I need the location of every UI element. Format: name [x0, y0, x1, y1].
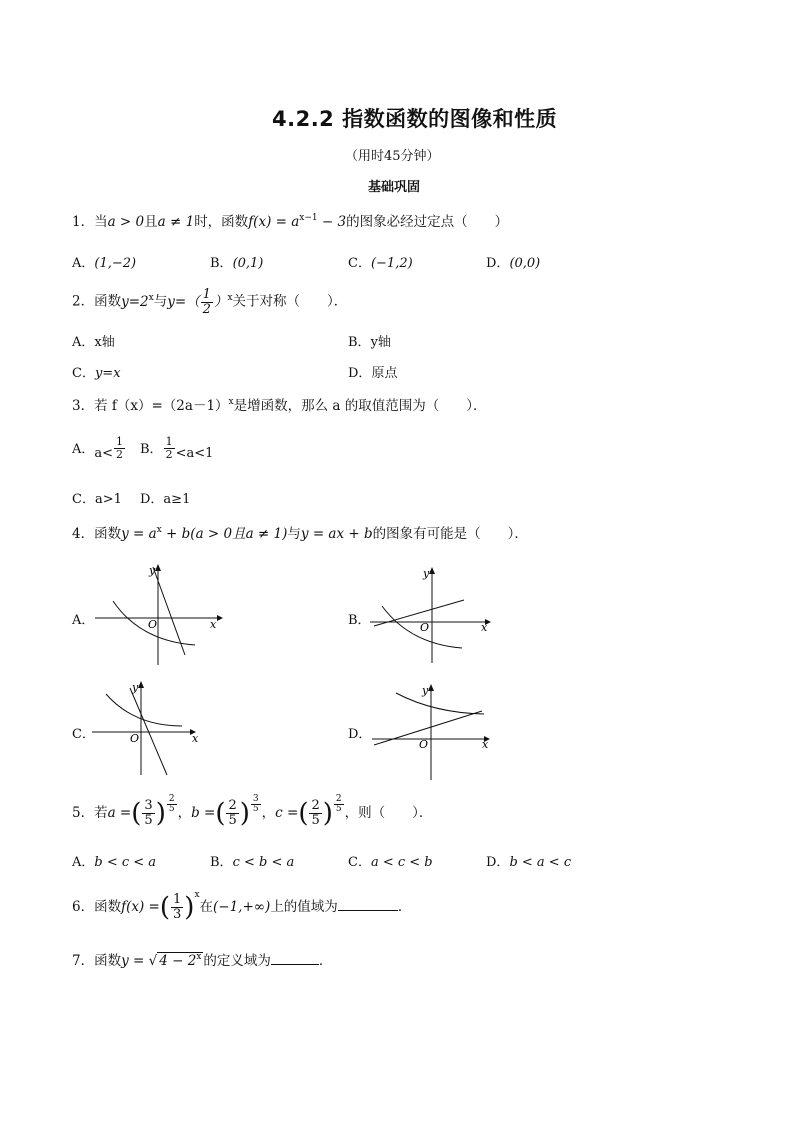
q4-option-a[interactable]: A． [72, 613, 95, 628]
q1-cond-1: a > 0 [107, 214, 145, 230]
question-5: 5．若a =( $\frac{3}{5}$ ) $\frac{2}{5}$ ，b =( $\frac{2}{5}$ ) $\frac{3}{5}$ ，c =( $\frac{2}{5}$ ) $\frac{2}{5}$ ，则（ ）． [72, 794, 433, 829]
q6-answer-blank[interactable] [338, 910, 398, 911]
question-4: 4．函数$y = a^x + b(a > 0$且a ≠ 1)与y = ax + b的图象有可能是（ ）． [72, 525, 528, 542]
q5-option-d[interactable]: D．b < a < c [486, 855, 572, 870]
question-3: 3．若 $f(x)=(2a-1)^x$是增函数，那么 a 的取值范围为（ ）． [72, 397, 487, 414]
graph-c-y-label: y [132, 681, 139, 694]
q1-cond-2: a ≠ 1 [157, 214, 195, 230]
q1-mid-1: 且 [144, 214, 158, 230]
graph-c-origin: O [130, 732, 140, 745]
sqrt-sign: √ [148, 953, 158, 969]
q1-post: 的图象必经过定点（ ） [346, 214, 509, 230]
q2-option-d[interactable]: D．原点 [348, 366, 398, 381]
q7-answer-blank[interactable] [271, 964, 319, 965]
time-note: （用时45分钟） [345, 149, 440, 164]
q1-pre: 当 [94, 214, 108, 230]
q1-function: $f(x) = a^{x-1} - 3$ [248, 213, 347, 230]
q2-option-b[interactable]: B．y轴 [348, 335, 391, 350]
q1-option-d[interactable]: D．(0,0) [486, 256, 541, 271]
q4-option-b[interactable]: B． [348, 613, 371, 628]
question-2: 2．函数$y=2^x$与y=（ $\frac{1}{2}$ ）$^x$关于对称（ ）． [72, 287, 348, 317]
graph-b-x-label: x [481, 621, 488, 634]
graph-b-y-label: y [423, 567, 430, 580]
graph-c-x-label: x [192, 732, 199, 745]
graph-b [370, 566, 495, 666]
q5-option-c[interactable]: C．a < c < b [348, 855, 433, 870]
graph-a-origin: O [148, 618, 158, 631]
graph-c [92, 680, 207, 780]
section-heading: 基础巩固 [368, 180, 421, 195]
graph-b-origin: O [420, 621, 430, 634]
question-1 [72, 210, 508, 230]
q1-option-a[interactable]: A．(1,−2) [72, 256, 137, 271]
q3-option-b[interactable]: B． $\frac{1}{2}$ <a<1 [140, 435, 214, 461]
graph-a-x-label: x [210, 618, 217, 631]
q2-fraction: $\frac{1}{2}$ [202, 287, 211, 317]
q4-option-c[interactable]: C． [72, 727, 95, 742]
q1-number: 1． [72, 214, 95, 230]
graph-d-y-label: y [422, 684, 429, 697]
q1-option-b[interactable]: B．(0,1) [210, 256, 264, 271]
question-6: 6．函数f(x) =( $\frac{1}{3}$ )$^x$在(−1,+∞)上的值域为 ． [72, 890, 412, 923]
q5-option-a[interactable]: A．b < c < a [72, 855, 157, 870]
q5-option-b[interactable]: B．c < b < a [210, 855, 295, 870]
q1-mid-2: 时，函数 [194, 214, 249, 230]
graph-d-origin: O [419, 738, 429, 751]
q4-option-d[interactable]: D． [348, 727, 372, 742]
q3-option-a[interactable]: A．a< $\frac{1}{2}$ [72, 435, 124, 461]
q2-function-1: $y=2^x$ [121, 292, 154, 310]
q1-option-c[interactable]: C．(−1,2) [348, 256, 413, 271]
q2-option-c[interactable]: C．y=x [72, 366, 121, 381]
graph-d-x-label: x [482, 738, 489, 751]
q3-option-c[interactable]: C．a>1 [72, 492, 122, 507]
question-7: 7．函数y = √ $4 - 2^x$ 的定义域为 ． [72, 952, 333, 969]
q2-option-a[interactable]: A．x轴 [72, 335, 115, 350]
q2-function-2: y=（ $\frac{1}{2}$ ）$^x$ [167, 287, 233, 317]
page-title: 4.2.2 指数函数的图像和性质 [272, 107, 558, 131]
graph-a-y-label: y [149, 564, 156, 577]
graph-a [95, 563, 225, 668]
graph-d [372, 683, 497, 783]
q3-option-d[interactable]: D．a≥1 [140, 492, 191, 507]
